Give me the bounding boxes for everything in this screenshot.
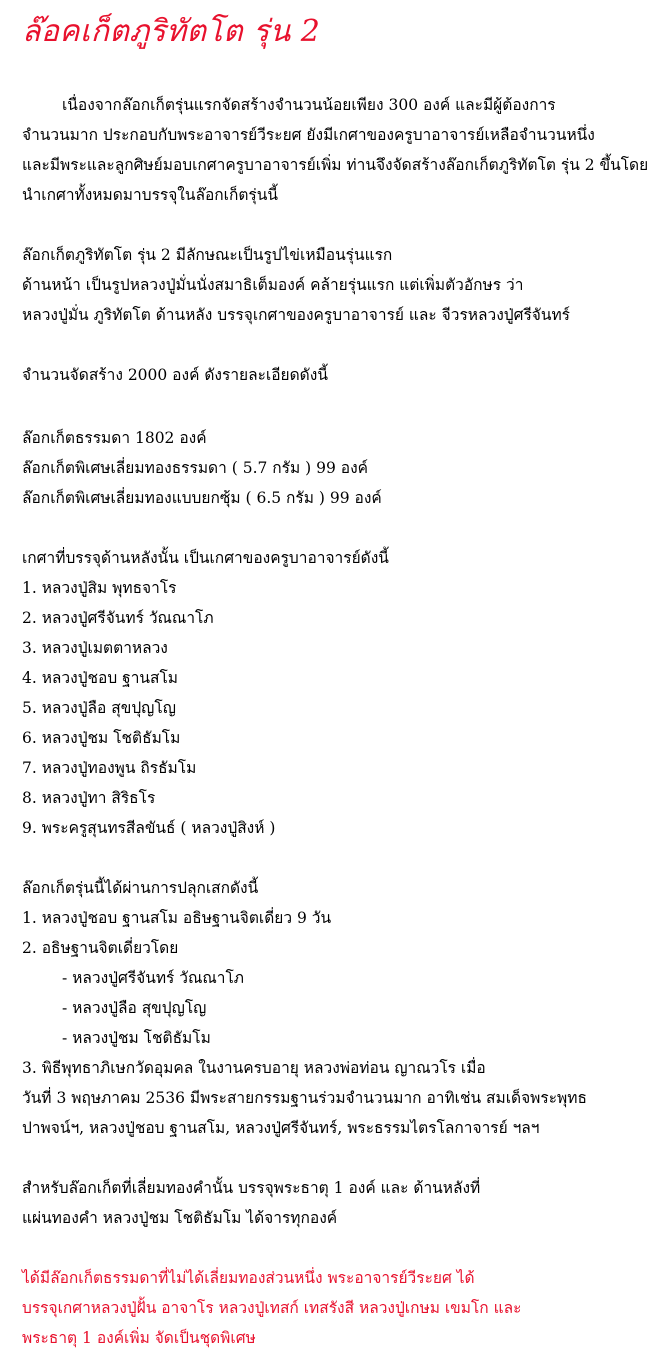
highlight-line: ได้มีล๊อกเก็ตธรรมดาที่ไม่ได้เลี่ยมทองส่วนหนึ่ง พระอาจารย์วีระยศ ได้ (22, 1269, 475, 1287)
design-line: หลวงปู่มั่น ภูริทัตโต ด้านหลัง บรรจุเกศาของครูบาอาจารย์ และ จีวรหลวงปู่ศรีจันทร์ (22, 306, 570, 324)
list-item: 1. หลวงปู่ชอบ ฐานสโม อธิษฐานจิตเดี่ยว 9 วัน (22, 909, 332, 927)
note-line: แผ่นทองคำ หลวงปู่ชม โชติธัมโม ได้จารทุกองค์ (22, 1209, 338, 1227)
highlight-line: บรรจุเกศาหลวงปู่ฝั้น อาจาโร หลวงปู่เทสก์ เทสรังสี หลวงปู่เกษม เขมโก และ (22, 1299, 522, 1317)
design-line: ล๊อกเก็ตภูริทัตโต รุ่น 2 มีลักษณะเป็นรูปไข่เหมือนรุ่นแรก (22, 246, 393, 264)
sub-list-item: - หลวงปู่ลือ สุขปุญโญ (62, 999, 207, 1017)
list-item: 2. อธิษฐานจิตเดี่ยวโดย (22, 939, 179, 957)
highlight-line: พระธาตุ 1 องค์เพิ่ม จัดเป็นชุดพิเศษ (22, 1329, 256, 1347)
ceremony-line: ปาพจน์ฯ, หลวงปู่ชอบ ฐานสโม, หลวงปู่ศรีจันทร์, พระธรรมไตรโลกาจารย์ ฯลฯ (22, 1119, 540, 1137)
sub-list-item: - หลวงปู่ชม โชติธัมโม (62, 1029, 211, 1047)
list-item: 6. หลวงปู่ชม โชติธัมโม (22, 729, 181, 747)
list-item: 5. หลวงปู่ลือ สุขปุญโญ (22, 699, 176, 717)
intro-line: จำนวนมาก ประกอบกับพระอาจารย์วีระยศ ยังมีเกศาของครูบาอาจารย์เหลือจำนวนหนึ่ง (22, 126, 595, 144)
production-count: จำนวนจัดสร้าง 2000 องค์ ดังรายละเอียดดังนี้ (22, 366, 328, 384)
list-item: 8. หลวงปู่ทา สิริธโร (22, 789, 156, 807)
list-item: 9. พระครูสุนทรสีลขันธ์ ( หลวงปู่สิงห์ ) (22, 819, 276, 837)
list-item: 1. หลวงปู่สิม พุทธจาโร (22, 579, 177, 597)
sub-list-item: - หลวงปู่ศรีจันทร์ วัณณาโภ (62, 969, 245, 987)
page-title: ล๊อคเก็ตภูริทัตโต รุ่น 2 (22, 14, 321, 49)
locket-type-item: ล๊อกเก็ตพิเศษเลี่ยมทองธรรมดา ( 5.7 กรัม ) 99 องค์ (22, 459, 369, 477)
locket-type-item: ล๊อกเก็ตพิเศษเลี่ยมทองแบบยกซุ้ม ( 6.5 กรัม ) 99 องค์ (22, 489, 382, 507)
list-item: 4. หลวงปู่ชอบ ฐานสโม (22, 669, 178, 687)
list-item: 2. หลวงปู่ศรีจันทร์ วัณณาโภ (22, 609, 214, 627)
design-line: ด้านหน้า เป็นรูปหลวงปู่มั่นนั่งสมาธิเต็มองค์ คล้ายรุ่นแรก แต่เพิ่มตัวอักษร ว่า (22, 276, 524, 294)
consecration-heading: ล๊อกเก็ตรุ่นนี้ได้ผ่านการปลุกเสกดังนี้ (22, 879, 259, 897)
ceremony-line: 3. พิธีพุทธาภิเษกวัดอุมคล ในงานครบอายุ หลวงพ่อท่อน ญาณวโร เมื่อ (22, 1059, 486, 1077)
intro-line: เนื่องจากล๊อกเก็ตรุ่นแรกจัดสร้างจำนวนน้อยเพียง 300 องค์ และมีผู้ต้องการ (62, 96, 556, 114)
intro-line: และมีพระและลูกศิษย์มอบเกศาครูบาอาจารย์เพิ่ม ท่านจึงจัดสร้างล๊อกเก็ตภูริทัตโต รุ่น 2 ขึ้นโดย (22, 156, 649, 174)
note-line: สำหรับล๊อกเก็ตที่เลี่ยมทองคำนั้น บรรจุพระธาตุ 1 องค์ และ ด้านหลังที่ (22, 1179, 481, 1197)
ceremony-line: วันที่ 3 พฤษภาคม 2536 มีพระสายกรรมฐานร่วมจำนวนมาก อาทิเช่น สมเด็จพระพุทธ (22, 1089, 587, 1107)
list-item: 3. หลวงปู่เมตตาหลวง (22, 639, 168, 657)
locket-type-item: ล๊อกเก็ตธรรมดา 1802 องค์ (22, 429, 207, 447)
hair-relics-heading: เกศาที่บรรจุด้านหลังนั้น เป็นเกศาของครูบาอาจารย์ดังนี้ (22, 549, 389, 567)
list-item: 7. หลวงปู่ทองพูน ถิรธัมโม (22, 759, 197, 777)
intro-line: นำเกศาทั้งหมดมาบรรจุในล๊อกเก็ตรุ่นนี้ (22, 186, 278, 204)
